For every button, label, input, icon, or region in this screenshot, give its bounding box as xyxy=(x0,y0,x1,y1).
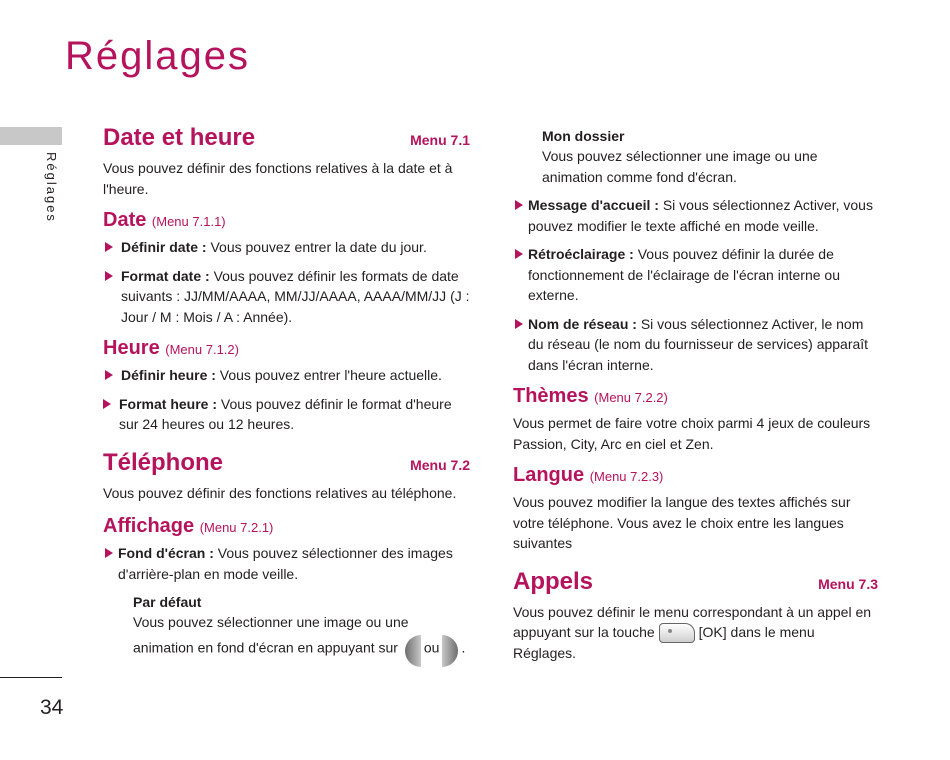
section-appels-heading xyxy=(513,568,878,596)
item-label: Fond d'écran : xyxy=(118,545,214,561)
section-intro: Vous pouvez définir des fonctions relatives à la date et à l'heure. xyxy=(103,160,453,197)
item-text: Vous pouvez entrer la date du jour. xyxy=(206,239,427,255)
page-number: 34 xyxy=(40,696,64,719)
nav-left-key-icon xyxy=(405,635,421,667)
list-item xyxy=(103,543,470,584)
list-item xyxy=(513,244,878,306)
item-label: Format date : xyxy=(121,267,210,284)
item-text: Si vous sélectionnez Activer, le nom du réseau (le nom du fournisseur de services) apparaît dans l'écran interne. xyxy=(528,315,869,373)
section-title: Appels xyxy=(513,567,594,595)
item-text: Vous pouvez définir la durée de fonctionnement de l'éclairage de l'écran interne ou externe. xyxy=(528,246,840,303)
section-text-end: [OK] dans le menu Réglages. xyxy=(513,624,815,662)
nav-right-key-icon xyxy=(442,635,458,667)
option-text-main: Vous pouvez sélectionner une image ou une animation en fond d'écran en appuyant sur xyxy=(133,614,409,656)
section-date-et-heure-heading xyxy=(103,124,470,152)
menu-ref: (Menu 7.1.1) xyxy=(151,214,226,229)
option-text xyxy=(133,612,470,665)
subsection-title: Heure xyxy=(103,337,160,359)
item-label: Définir date : xyxy=(121,239,207,255)
subsection-title: Thèmes xyxy=(513,385,589,407)
section-title: Date et heure xyxy=(103,124,256,151)
item-label: Message d'accueil : xyxy=(528,197,659,213)
subsection-langue-heading xyxy=(513,464,878,487)
subsection-text: Vous pouvez modifier la langue des textes affichés sur votre téléphone. Vous avez le choix entre les langues suivantes xyxy=(513,494,851,551)
subsection-text: Vous permet de faire votre choix parmi 4 jeux de couleurs Passion, City, Arc en ciel et Zen. xyxy=(513,415,871,452)
left-column xyxy=(103,124,470,665)
menu-ref: Menu 7.3 xyxy=(818,575,878,592)
item-text: Vous pouvez définir le format d'heure sur 24 heures ou 12 heures. xyxy=(119,395,452,432)
item-label: Définir heure : xyxy=(121,367,216,383)
subsection-themes-heading xyxy=(513,385,878,408)
list-item xyxy=(101,394,470,435)
list-item xyxy=(513,314,878,376)
option-text-end: . xyxy=(461,639,466,656)
list-item xyxy=(103,237,470,258)
menu-ref: (Menu 7.1.2) xyxy=(165,342,239,357)
item-text: Vous pouvez entrer l'heure actuelle. xyxy=(215,367,442,383)
menu-ref: (Menu 7.2.3) xyxy=(589,469,664,484)
list-item xyxy=(513,195,878,236)
item-label: Format heure : xyxy=(119,395,218,412)
option-title: Par défaut xyxy=(133,594,202,610)
section-intro: Vous pouvez définir des fonctions relatives au téléphone. xyxy=(103,484,457,501)
option-mon-dossier xyxy=(513,126,878,187)
page-title: Réglages xyxy=(65,34,251,78)
footer-rule xyxy=(0,677,62,678)
section-title: Téléphone xyxy=(103,448,224,476)
item-text: Vous pouvez sélectionner des images d'arrière-plan en mode veille. xyxy=(118,545,453,582)
menu-ref: (Menu 7.2.2) xyxy=(594,390,668,405)
option-text: Vous pouvez sélectionner une image ou une animation comme fond d'écran. xyxy=(542,148,818,185)
menu-ref: (Menu 7.2.1) xyxy=(199,520,274,535)
section-telephone-heading xyxy=(103,449,470,477)
option-par-defaut xyxy=(103,592,470,665)
item-label: Nom de réseau : xyxy=(528,315,637,332)
subsection-heure-heading xyxy=(103,337,470,360)
menu-ref: Menu 7.2 xyxy=(410,456,470,473)
sidebar-tab xyxy=(0,127,62,145)
subsection-title: Date xyxy=(103,209,147,231)
sidebar-section-label: Réglages xyxy=(44,152,59,223)
menu-ref: Menu 7.1 xyxy=(410,132,470,148)
option-text-or: ou xyxy=(423,639,440,656)
list-item xyxy=(103,266,470,328)
section-text xyxy=(513,602,878,664)
subsection-affichage-heading xyxy=(103,515,470,538)
right-column xyxy=(513,126,878,664)
item-text: Vous pouvez définir les formats de date suivants : JJ/MM/AAAA, MM/JJ/AAAA, AAAA/MM/JJ (J : Jour / M : Mois / A : Année). xyxy=(121,267,470,325)
subsection-date-heading xyxy=(103,209,470,232)
list-item xyxy=(103,365,470,386)
option-title: Mon dossier xyxy=(542,128,625,144)
section-text-main: Vous pouvez définir le menu correspondant à un appel en appuyant sur la touche xyxy=(513,603,872,640)
ok-softkey-icon xyxy=(659,623,695,643)
subsection-title: Langue xyxy=(513,464,585,486)
subsection-title: Affichage xyxy=(103,515,195,537)
item-text: Si vous sélectionnez Activer, vous pouvez modifier le texte affiché en mode veille. xyxy=(528,197,873,234)
item-label: Rétroéclairage : xyxy=(528,246,634,262)
